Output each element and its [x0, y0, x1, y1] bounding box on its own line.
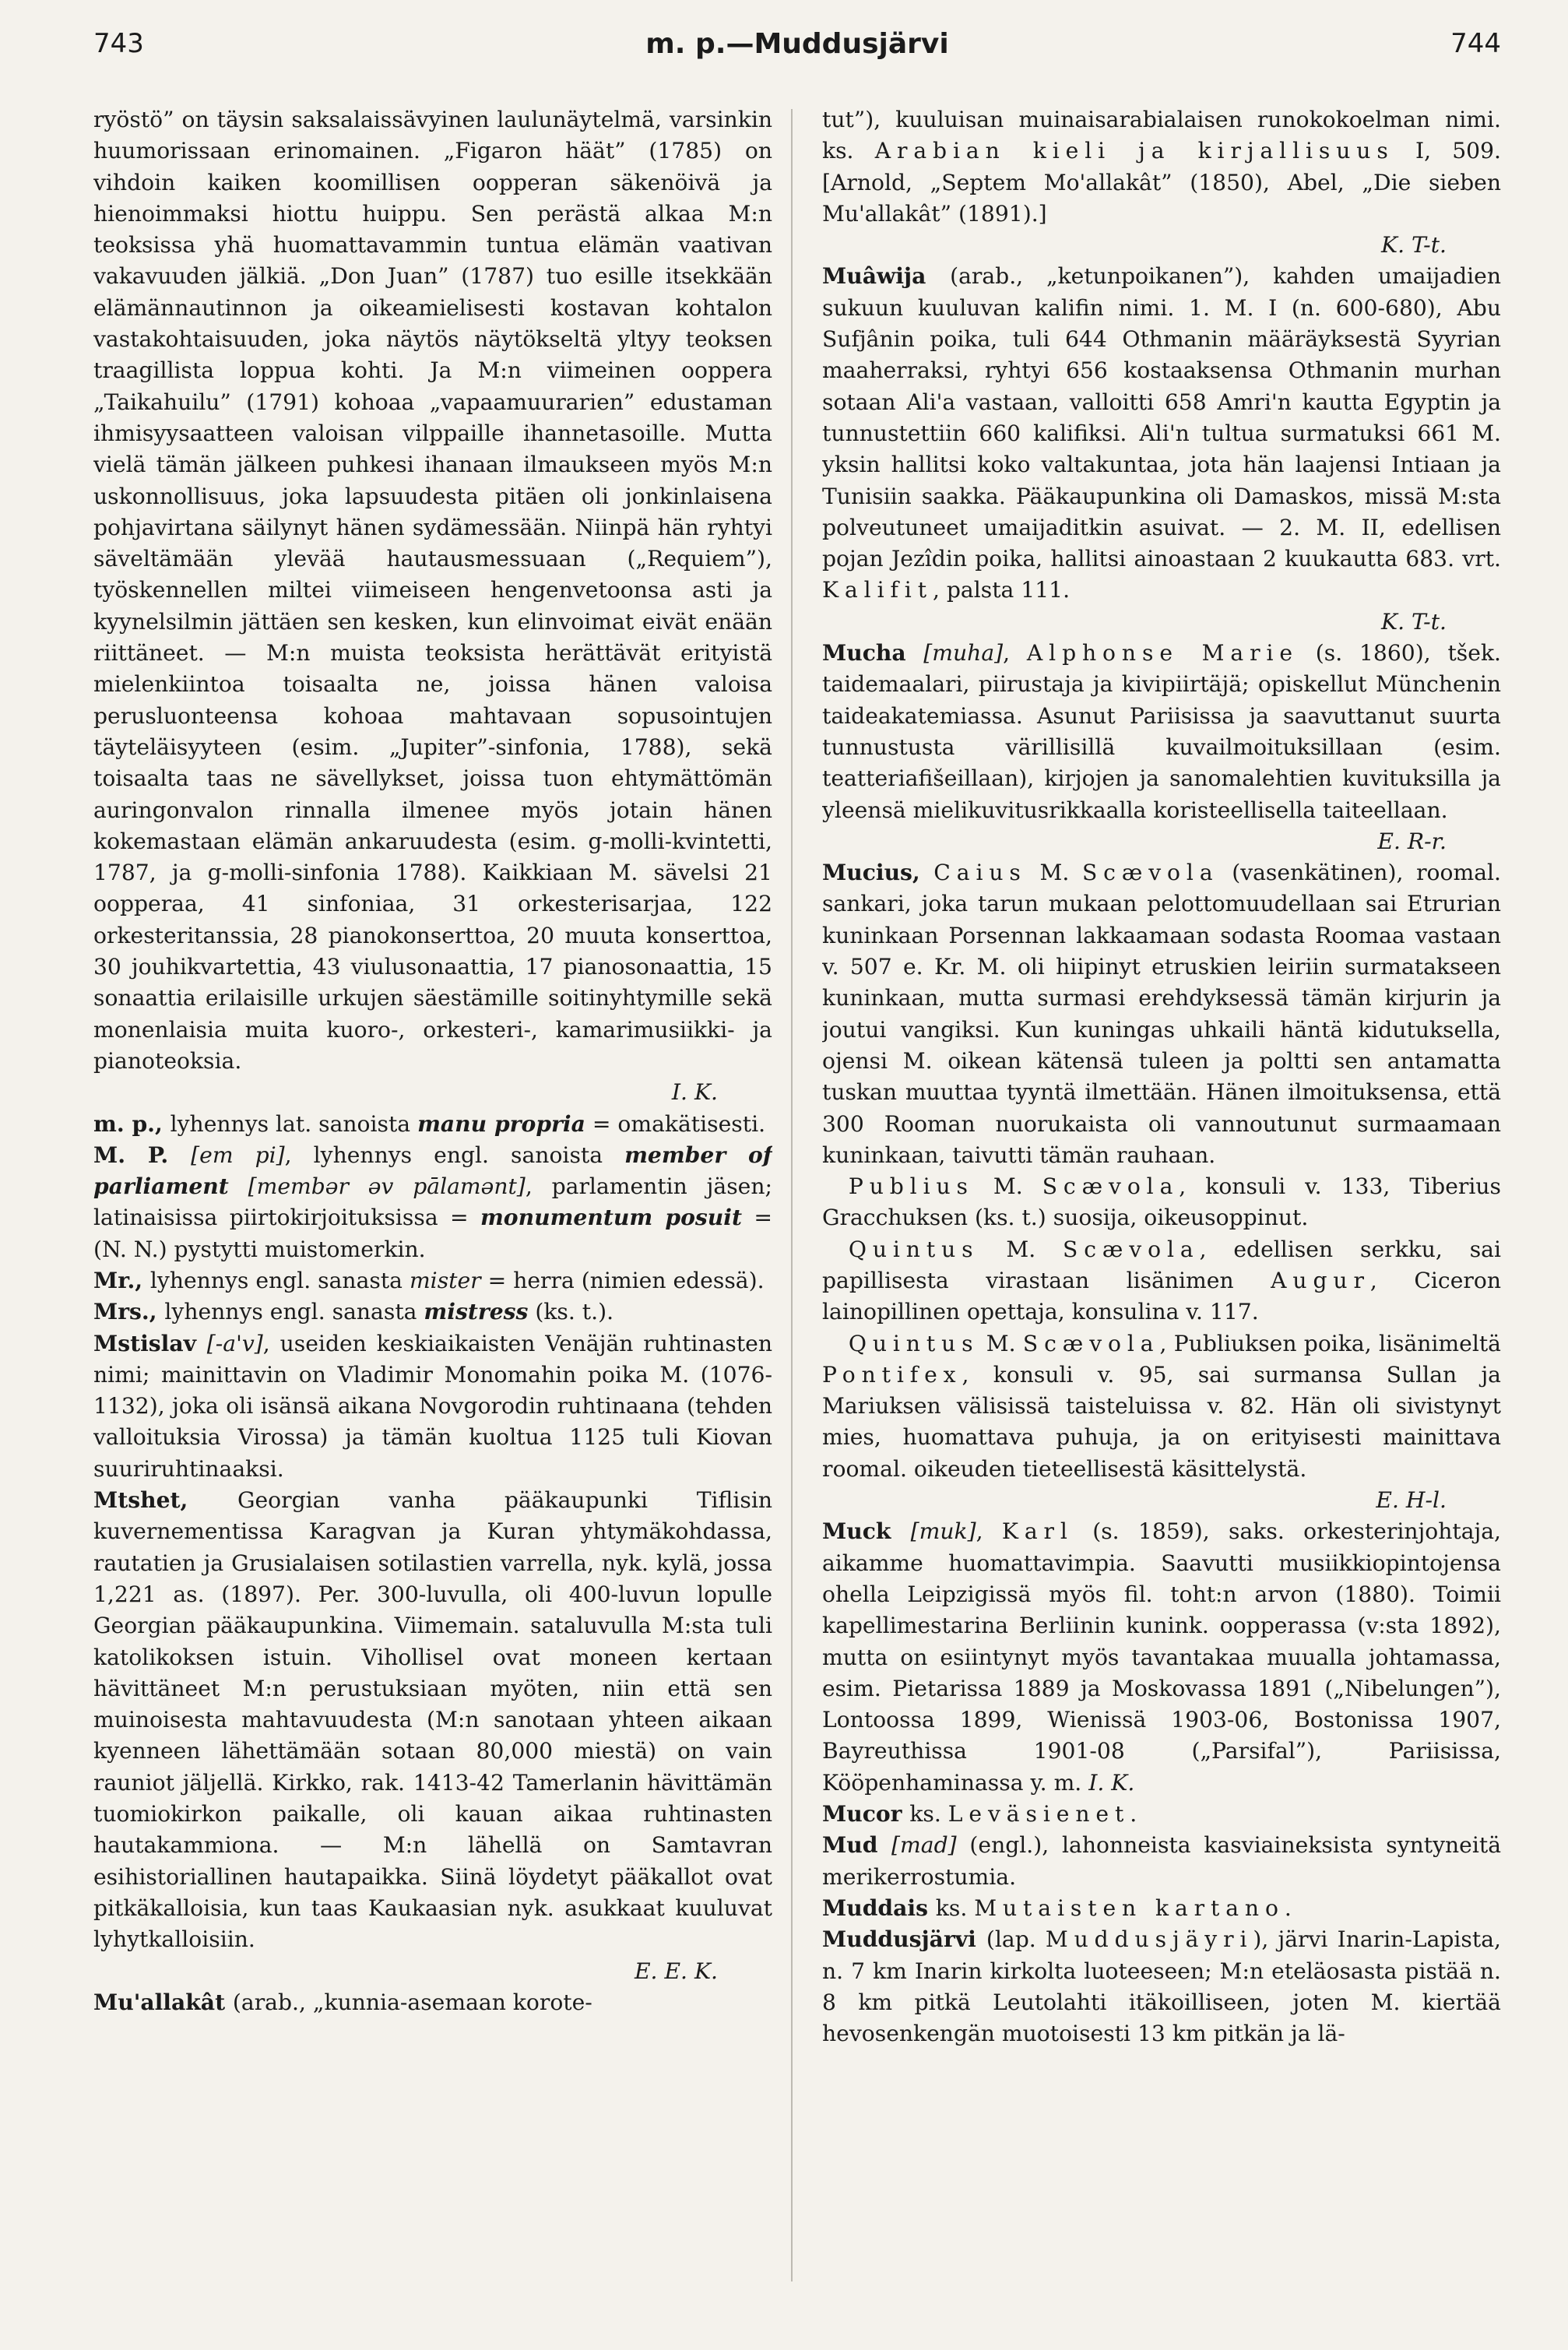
entry-headword: M. P.	[93, 1142, 192, 1168]
entry-text: [mad]	[891, 1832, 957, 1859]
entry-text: (vasenkätinen), roomal. sankari, joka tarun mukaan pelottomuudellaan sai Etrurian kuninkaan Porsennan lakkaamaan sodasta Roomaa vastaan v. 507 e. Kr. M. oli hiipinyt etruskien leiriin surmatakseen kuninkaan, mutta surmasi erehdyksessä tämän kirjurin ja joutui vangiksi. Kun kuningas uhkaili häntä kidutuksella, ojensi M. oikean kätensä tuleen ja poltti sen antamatta tuskan muuttaa tyyntä ilmettään. Hänen ilmoituksensa, että 300 Rooman nuorukaista oli vannoutunut surmaamaan kuninkaan, taivutti tämän rauhaan.	[822, 860, 1501, 1168]
author-signature: I. K.	[671, 1079, 718, 1106]
entry-text: Quintus	[848, 1330, 979, 1356]
entry-text: [muk]	[910, 1518, 976, 1545]
entry-text: Scævola	[1022, 1330, 1160, 1356]
entry-headword: Mucius,	[822, 860, 934, 886]
entry-text: (s. 1859), saks. orkesterinjohtaja, aikamme huomattavimpia. Saavutti musiikkiopintojensa ohella Leipzigissä myös fil. toht:n arvon (1880). Toimii kapellimestarina Berliinin kunink. oopperassa (v:sta 1892), mutta on esiintynyt myös tavantakaa muualla johtamassa, esim. Pietarissa 1889 ja Moskovassa 1891 („Nibelungen”), Lontoossa 1899, Wienissä 1903-06, Bostonissa 1907, Bayreuthissa 1901-08 („Parsifal”), Pariisissa, Kööpenhaminassa y. m.	[822, 1518, 1501, 1796]
entry-text: ), järvi Inarin-Lapista, n. 7 km Inarin kirkolta luoteeseen; M:n eteläosasta pistää n. 8 km pitkä Leutolahti itäkoilliseen, joten M. kiertää hevosenkengän muotoisesti 13 km pitkän ja lä-	[822, 1926, 1501, 2047]
author-signature: E. H-l.	[1376, 1487, 1447, 1514]
entry-text: [-a'v]	[206, 1330, 263, 1356]
page-header	[93, 28, 1501, 75]
entry-text: Publius	[848, 1173, 974, 1200]
author-signature: K. T-t.	[1381, 232, 1447, 259]
entry-text: (ks. t.).	[528, 1299, 614, 1325]
entry-text: , konsuli v. 133, Tiberius Gracchuksen (ks. t.) suosija, oikeusoppinut.	[822, 1173, 1501, 1231]
dictionary-entry	[822, 1328, 1501, 1517]
entry-headword: Muddusjärvi	[822, 1926, 986, 1953]
entry-headword: Mud	[822, 1832, 892, 1859]
entry-text: (engl.), lahonneista kasviaineksista syntyneitä merikerrostumia.	[822, 1832, 1501, 1890]
entry-text: M.	[1026, 860, 1082, 886]
entry-text: ,	[976, 1518, 1002, 1545]
dictionary-entry	[822, 1830, 1501, 1893]
entry-text: (arab., „kunnia-asemaan korote-	[232, 1989, 592, 2015]
entry-text: Kalifit	[822, 577, 933, 603]
entry-headword: Mstislav	[93, 1330, 207, 1356]
dictionary-entry	[93, 1987, 772, 2018]
entry-text: ,	[1003, 640, 1027, 667]
entry-text: (lap.	[986, 1926, 1046, 1953]
column-divider	[791, 109, 793, 2281]
dictionary-entry	[822, 1893, 1501, 1924]
entry-text: , konsuli v. 95, sai surmansa Sullan ja Mariuksen välisissä taisteluissa v. 82. Hän oli sivistynyt mies, huomattava puhuja, ja on erityisesti mainittava roomal. oikeuden tieteellisestä käsittelystä.	[822, 1361, 1501, 1482]
entry-text: .	[1130, 1801, 1137, 1828]
entry-text: Arabian kieli ja kirjallisuus	[874, 138, 1394, 164]
dictionary-entry	[822, 1234, 1501, 1328]
entry-text: Scævola	[1081, 860, 1219, 886]
entry-text: Scævola	[1063, 1236, 1200, 1262]
entry-text: ryöstö” on täysin saksalaissävyinen laulunäytelmä, varsinkin huumorissaan erinomainen. „Figaron häät” (1785) on vihdoin kaiken koomillisen oopperan säkenöivä ja hienoimmaksi hiottu huippu. Sen perästä alkaa M:n teoksissa yhä huomattavammin tuntua elämän vaativan vakavuuden jälkiä. „Don Juan” (1787) tuo esille itsekkään elämännautinnon ja oikeamielisesti kostavan kohtalon vastakohtaisuuden, joka näytös näytökseltä yltyy teoksen traagillista loppua kohti. Ja M:n viimeinen ooppera „Taikahuilu” (1791) kohoaa „vapaamuurarien” edustaman ihmisyysaatteen valoisan vilppaille ihannetasoille. Mutta vielä tämän jälkeen puhkesi ihanaan ilmaukseen myös M:n uskonnollisuus, joka lapsuudesta pitäen oli jonkinlaisena pohjavirtana säilynyt hänen sydämessään. Niinpä hän ryhtyi säveltämään ylevää hautausmessuaan („Requiem”), työskennellen miltei viimeiseen hengenvetoonsa asti ja kyynelsilmin jättäen sen kesken, kun elinvoimat eivät enään riittäneet. — M:n muista teoksista herättävät erityistä mielenkiintoa toisaalta ne, joissa hänen valoisa perusluonteensa kohoaa mahtavaan sopusointujen täyteläisyyteen (esim. „Jupiter”-sinfonia, 1788), sekä toisaalta taas ne sävellykset, joissa tuon ehtymättömän auringonvalon rinnalla ilmenee myös jotain hänen kokemastaan elämän ankaruudesta (esim. g-molli-kvintetti, 1787, ja g-molli-sinfonia 1788). Kaikkiaan M. sävelsi 21 oopperaa, 41 sinfoniaa, 31 orkesterisarjaa, 122 orkesteritanssia, 28 pianokonserttoa, 20 muuta konserttoa, 30 jouhikvartettia, 43 viulusonaattia, 17 pianosonaattia, 15 sonaattia erilaisille urkujen säestämille soitinyhtymille sekä monenlaisia muita kuoro-, orkesteri-, kamarimusiikki- ja pianoteoksia.	[93, 107, 772, 1074]
page-number-right: 744	[1450, 28, 1501, 59]
entry-headword: Muck	[822, 1518, 911, 1545]
author-signature: E. R-r.	[1377, 828, 1447, 854]
author-signature: K. T-t.	[1381, 608, 1447, 635]
entry-text: = herra (nimien edessä).	[480, 1267, 765, 1293]
entry-text: .	[1284, 1894, 1292, 1921]
entry-text: (s. 1860), tšek. taidemaalari, piirustaja ja kivipiirtäjä; opiskellut Münchenin taideakatemiassa. Asunut Pariisissa ja saavuttanut suurta tunnustusta värillisillä kuvailmoituksillaan (esim. teatteriafišeillaan), kirjojen ja sanomalehtien kuvituksilla ja yleensä mielikuvitusrikkaalla koristeellisella taiteellaan.	[822, 640, 1501, 823]
entry-text: Scævola	[1042, 1173, 1180, 1200]
entry-text: (arab., „ketunpoikanen”), kahden umaijadien sukuun kuuluvan kalifin nimi. 1. M. I (n. 600-680), Abu Sufjânin poika, tuli 644 Othmanin määräyksestä Syyrian maaherraksi, ryhtyi 656 kostaaksensa Othmanin murhan sotaan Ali'a vastaan, valloitti 658 Amri'n kautta Egyptin ja tunnustettiin 660 kalifiksi. Ali'n tultua surmatuksi 661 M. yksin hallitsi koko valtakuntaa, jota hän laajensi Intiaan ja Tunisiin saakka. Pääkaupunkina oli Damaskos, missä M:sta polveutuneet umaijaditkin asuivat. — 2. M. II, edellisen pojan Jezîdin poika, hallitsi ainoastaan 2 kuukautta 683. vrt.	[822, 263, 1501, 572]
entry-headword: Muâwija	[822, 263, 951, 290]
dictionary-entry	[822, 104, 1501, 261]
entry-text: Muddusjäyri	[1045, 1926, 1253, 1953]
entry-headword: m. p.,	[93, 1110, 171, 1137]
entry-text: mister	[409, 1267, 481, 1293]
entry-text: I, 509. [Arnold, „Septem Mo'allakât” (1850), Abel, „Die sieben Mu'allakât” (1891).]	[822, 138, 1501, 227]
entry-text: = omakätisesti.	[585, 1110, 766, 1137]
dictionary-entry	[822, 1516, 1501, 1799]
entry-text: M.	[973, 1173, 1042, 1200]
left-column	[93, 104, 772, 2308]
entry-text: I. K.	[1088, 1769, 1135, 1796]
dictionary-entry	[822, 857, 1501, 1171]
entry-text: = (N. N.) pystytti muistomerkin.	[93, 1205, 772, 1262]
dictionary-entry	[822, 638, 1501, 857]
entry-headword: Mu'allakât	[93, 1989, 233, 2015]
page-number-left: 743	[93, 28, 144, 59]
entry-text: , Ciceron lainopillinen opettaja, konsulina v. 117.	[822, 1267, 1501, 1325]
entry-text: , useiden keskiaikaisten Venäjän ruhtinasten nimi; mainittavin on Vladimir Monomahin poika M. (1076-1132), joka oli isänsä aikana Novgorodin ruhtinaana (tehden valloituksia Virossa) ja tämän kuoltua 1125 tuli Kiovan suuriruhtinaaksi.	[93, 1330, 772, 1482]
entry-headword: Mr.,	[93, 1267, 150, 1293]
entry-text: [muha]	[923, 640, 1004, 667]
entry-text: , edellisen serkku, sai papillisesta virastaan lisänimen	[822, 1236, 1501, 1293]
dictionary-entry	[93, 1328, 772, 1485]
dictionary-entry	[93, 104, 772, 1109]
entry-text: M.	[979, 1236, 1063, 1262]
entry-text: lyhennys engl. sanasta	[164, 1299, 424, 1325]
dictionary-entry	[93, 1265, 772, 1296]
entry-text: Karl	[1001, 1518, 1074, 1545]
entry-text: member of parliament	[93, 1142, 772, 1200]
entry-text: ks.	[935, 1894, 975, 1921]
entry-text: , lyhennys engl. sanoista	[284, 1142, 625, 1168]
dictionary-entry	[93, 1109, 772, 1140]
entry-text: , parlamentin jäsen; latinaisissa piirtokirjoituksissa =	[93, 1173, 772, 1231]
entry-text: lyhennys engl. sanasta	[149, 1267, 410, 1293]
dictionary-entry	[93, 1140, 772, 1265]
entry-text: [membər əv pālamənt]	[248, 1173, 526, 1200]
entry-text: Pontifex	[822, 1361, 962, 1388]
entry-text: Georgian vanha pääkaupunki Tiflisin kuvernementissa Karagvan ja Kuran yhtymäkohdassa, rautatien ja Grusialaisen sotilastien varrella, nyk. kylä, jossa 1,221 as. (1897). Per. 300-luvulla, oli 400-luvun lopulle Georgian pääkaupunkina. Viimemain. sataluvulla M:sta tuli katolikoksen istuin. Vihollisel ovat moneen kertaan hävittäneet M:n perustuksiaan myöten, niin että sen muinoisesta mahtavuudesta (M:n sanotaan yhteen aikaan kyenneen lähettämään sotaan 80,000 miestä) on vain rauniot jäljellä. Kirkko, rak. 1413-42 Tamerlanin hävittämän tuomiokirkon paikalle, oli kauan aikaa ruhtinasten hautakammiona. — M:n lähellä on Samtavran esihistoriallinen hautapaikka. Siinä löydetyt pääkallot ovat pitkäkalloisia, kun taas Kaukaasian nyk. asukkaat kuuluvat lyhytkalloisiin.	[93, 1487, 772, 1953]
entry-text: Mutaisten kartano	[974, 1894, 1285, 1921]
dictionary-entry	[93, 1485, 772, 1987]
entry-text: [em pi]	[191, 1142, 285, 1168]
entry-headword: Mrs.,	[93, 1299, 165, 1325]
entry-text: Quintus	[848, 1236, 979, 1262]
right-column	[822, 104, 1501, 2308]
entry-text: mistress	[424, 1299, 529, 1325]
entry-text: Leväsienet	[947, 1801, 1130, 1828]
entry-text: M.	[979, 1330, 1023, 1356]
entry-text: Caius	[933, 860, 1027, 886]
entry-text: monumentum posuit	[480, 1205, 743, 1231]
dictionary-entry	[822, 1799, 1501, 1830]
entry-text	[229, 1173, 248, 1199]
dictionary-entry	[822, 261, 1501, 638]
entry-text: ks.	[909, 1801, 948, 1828]
entry-headword: Mucor	[822, 1801, 910, 1828]
dictionary-entry	[93, 1296, 772, 1328]
author-signature: E. E. K.	[634, 1958, 718, 1984]
entry-text: Augur	[1271, 1267, 1370, 1293]
entry-text: , Publiuksen poika, lisänimeltä	[1159, 1330, 1501, 1356]
entry-text: Alphonse Marie	[1026, 640, 1299, 667]
running-head: m. p.—Muddusjärvi	[645, 28, 949, 60]
dictionary-entry	[822, 1171, 1501, 1234]
entry-text: lyhennys lat. sanoista	[170, 1110, 418, 1137]
entry-text: tut”), kuuluisan muinaisarabialaisen runokokoelman nimi. ks.	[822, 107, 1501, 164]
entry-headword: Mtshet,	[93, 1487, 237, 1514]
entry-text: , palsta 111.	[932, 577, 1071, 603]
entry-headword: Muddais	[822, 1894, 936, 1921]
dictionary-entry	[822, 1924, 1501, 2049]
entry-headword: Mucha	[822, 640, 924, 667]
entry-text: manu propria	[417, 1110, 585, 1137]
